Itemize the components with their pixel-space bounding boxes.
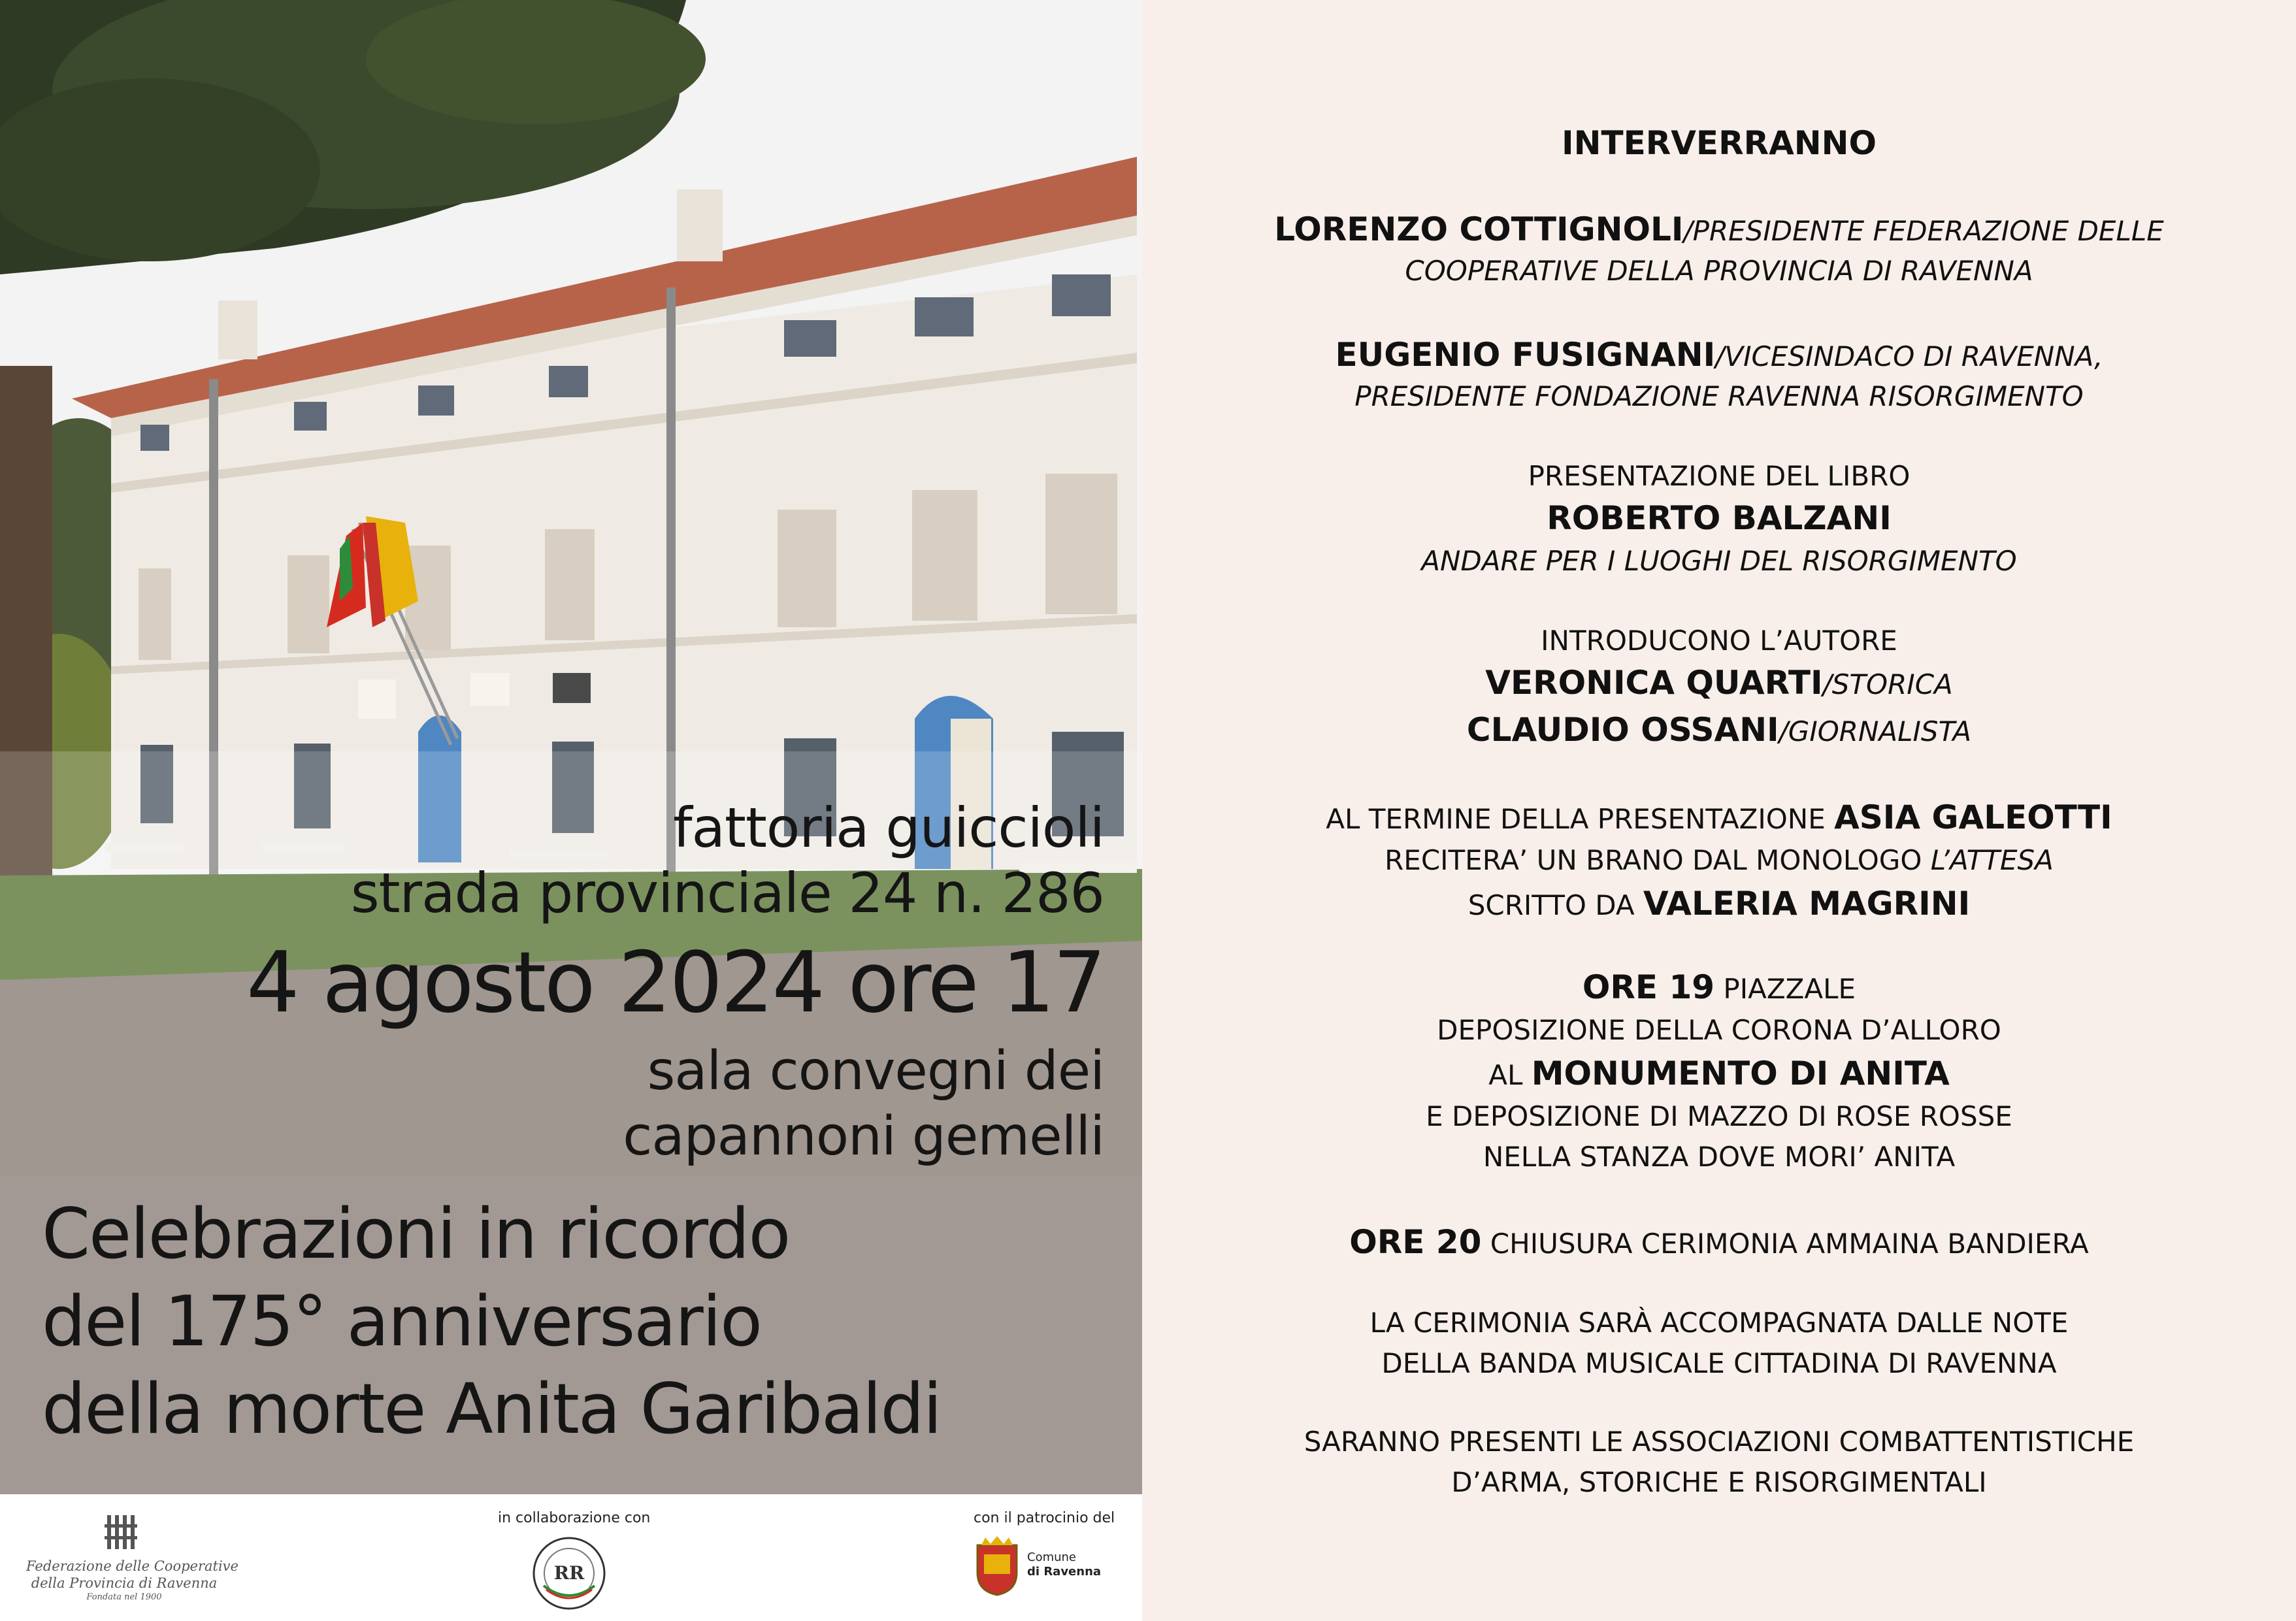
time-20: ORE 20 [1349, 1223, 1482, 1261]
collaboration-label: in collaborazione con [498, 1510, 651, 1526]
comune-name-line-1: Comune [1027, 1550, 1077, 1564]
program-heading: INTERVERRANNO [1562, 124, 1877, 162]
speaker-1-line-1 [1142, 210, 2296, 248]
speaker-2-role-cont: PRESIDENTE FONDAZIONE RAVENNA RISORGIMENTO [1354, 380, 2084, 412]
risorgimento-seal-icon [531, 1535, 608, 1612]
event-title-line-1: Celebrazioni in ricordo [42, 1194, 790, 1274]
intro-2 [1142, 711, 2296, 749]
band-line-2: DELLA BANDA MUSICALE CITTADINA DI RAVENNA [1381, 1347, 2057, 1379]
reading-text-c: SCRITTO DA [1468, 889, 1643, 921]
speaker-2-line-1 [1142, 336, 2296, 374]
intro-1-role: /STORICA [1822, 668, 1953, 700]
associations-line-1: SARANNO PRESENTI LE ASSOCIAZIONI COMBATTENTISTICHE [1304, 1426, 2135, 1458]
reading-text-b: RECITERA’ UN BRANO DAL MONOLOGO [1385, 844, 1931, 876]
reading-work: L’ATTESA [1930, 844, 2054, 876]
reading-text-a: AL TERMINE DELLA PRESENTAZIONE [1326, 803, 1835, 835]
event-date-time: 4 agosto 2024 ore 17 [246, 934, 1104, 1032]
intro-2-name: CLAUDIO OSSANI [1466, 711, 1779, 749]
speaker-2-name: EUGENIO FUSIGNANI [1335, 336, 1716, 374]
wreath-line: DEPOSIZIONE DELLA CORONA D’ALLORO [1437, 1014, 2001, 1046]
event-title-line-2: del 175° anniversario [42, 1281, 762, 1362]
reading-line-3 [1142, 885, 2296, 923]
venue-address: strada provinciale 24 n. 286 [350, 861, 1104, 925]
reading-actor: ASIA GALEOTTI [1834, 798, 2112, 836]
speaker-1-role-cont: COOPERATIVE DELLA PROVINCIA DI RAVENNA [1405, 255, 2033, 287]
seal-letters: RR [553, 1562, 585, 1584]
intro-2-role: /GIORNALISTA [1779, 715, 1972, 747]
intro-1 [1142, 664, 2296, 702]
reading-line-2 [1142, 844, 2296, 876]
comune-name-line-2: di Ravenna [1027, 1565, 1102, 1579]
time-20-text: CHIUSURA CERIMONIA AMMAINA BANDIERA [1481, 1228, 2089, 1260]
time-19-line [1142, 968, 2296, 1006]
intro-label: INTRODUCONO L’AUTORE [1541, 625, 1897, 657]
speaker-1-name: LORENZO COTTIGNOLI [1274, 210, 1684, 248]
time-19-place: PIAZZALE [1714, 973, 1856, 1005]
comune-crest-icon [974, 1536, 1021, 1596]
book-title: ANDARE PER I LUOGHI DEL RISORGIMENTO [1421, 545, 2017, 577]
monument-line [1142, 1055, 2296, 1092]
speaker-2-role: /VICESINDACO DI RAVENNA, [1715, 340, 2103, 372]
monument-name: MONUMENTO DI ANITA [1531, 1055, 1950, 1092]
program-panel [1142, 0, 2296, 1621]
time-19: ORE 19 [1582, 968, 1715, 1006]
time-20-line [1142, 1223, 2296, 1261]
reading-line-1 [1142, 798, 2296, 836]
book-label: PRESENTAZIONE DEL LIBRO [1528, 460, 1911, 492]
associations-line-2: D’ARMA, STORICHE E RISORGIMENTALI [1451, 1466, 1987, 1498]
event-title-line-3: della morte Anita Garibaldi [42, 1369, 942, 1449]
event-title [42, 1190, 941, 1453]
intro-1-name: VERONICA QUARTI [1485, 664, 1823, 702]
venue-name: fattoria guiccioli [672, 796, 1104, 860]
book-author: ROBERTO BALZANI [1547, 499, 1892, 537]
room-line-2: capannoni gemelli [623, 1105, 1104, 1168]
roses-line-1: E DEPOSIZIONE DI MAZZO DI ROSE ROSSE [1426, 1100, 2012, 1132]
federation-name-line-1: Federazione delle Cooperative [26, 1558, 238, 1574]
patronage-label: con il patrocinio del [974, 1510, 1115, 1526]
speaker-1-role: /PRESIDENTE FEDERAZIONE DELLE [1683, 215, 2164, 247]
roses-line-2: NELLA STANZA DOVE MORI’ ANITA [1483, 1141, 1956, 1173]
monument-prefix: AL [1488, 1059, 1532, 1091]
poster-left-panel [0, 0, 1142, 1621]
footer-logos [0, 1494, 1142, 1621]
federation-logo-icon [105, 1513, 142, 1552]
band-line-1: LA CERIMONIA SARÀ ACCOMPAGNATA DALLE NOTE [1369, 1307, 2069, 1339]
reading-writer: VALERIA MAGRINI [1643, 885, 1971, 923]
federation-name-line-2: della Provincia di Ravenna [31, 1575, 218, 1591]
room-line-1: sala convegni dei [647, 1040, 1104, 1102]
federation-founded: Fondata nel 1900 [86, 1592, 162, 1602]
